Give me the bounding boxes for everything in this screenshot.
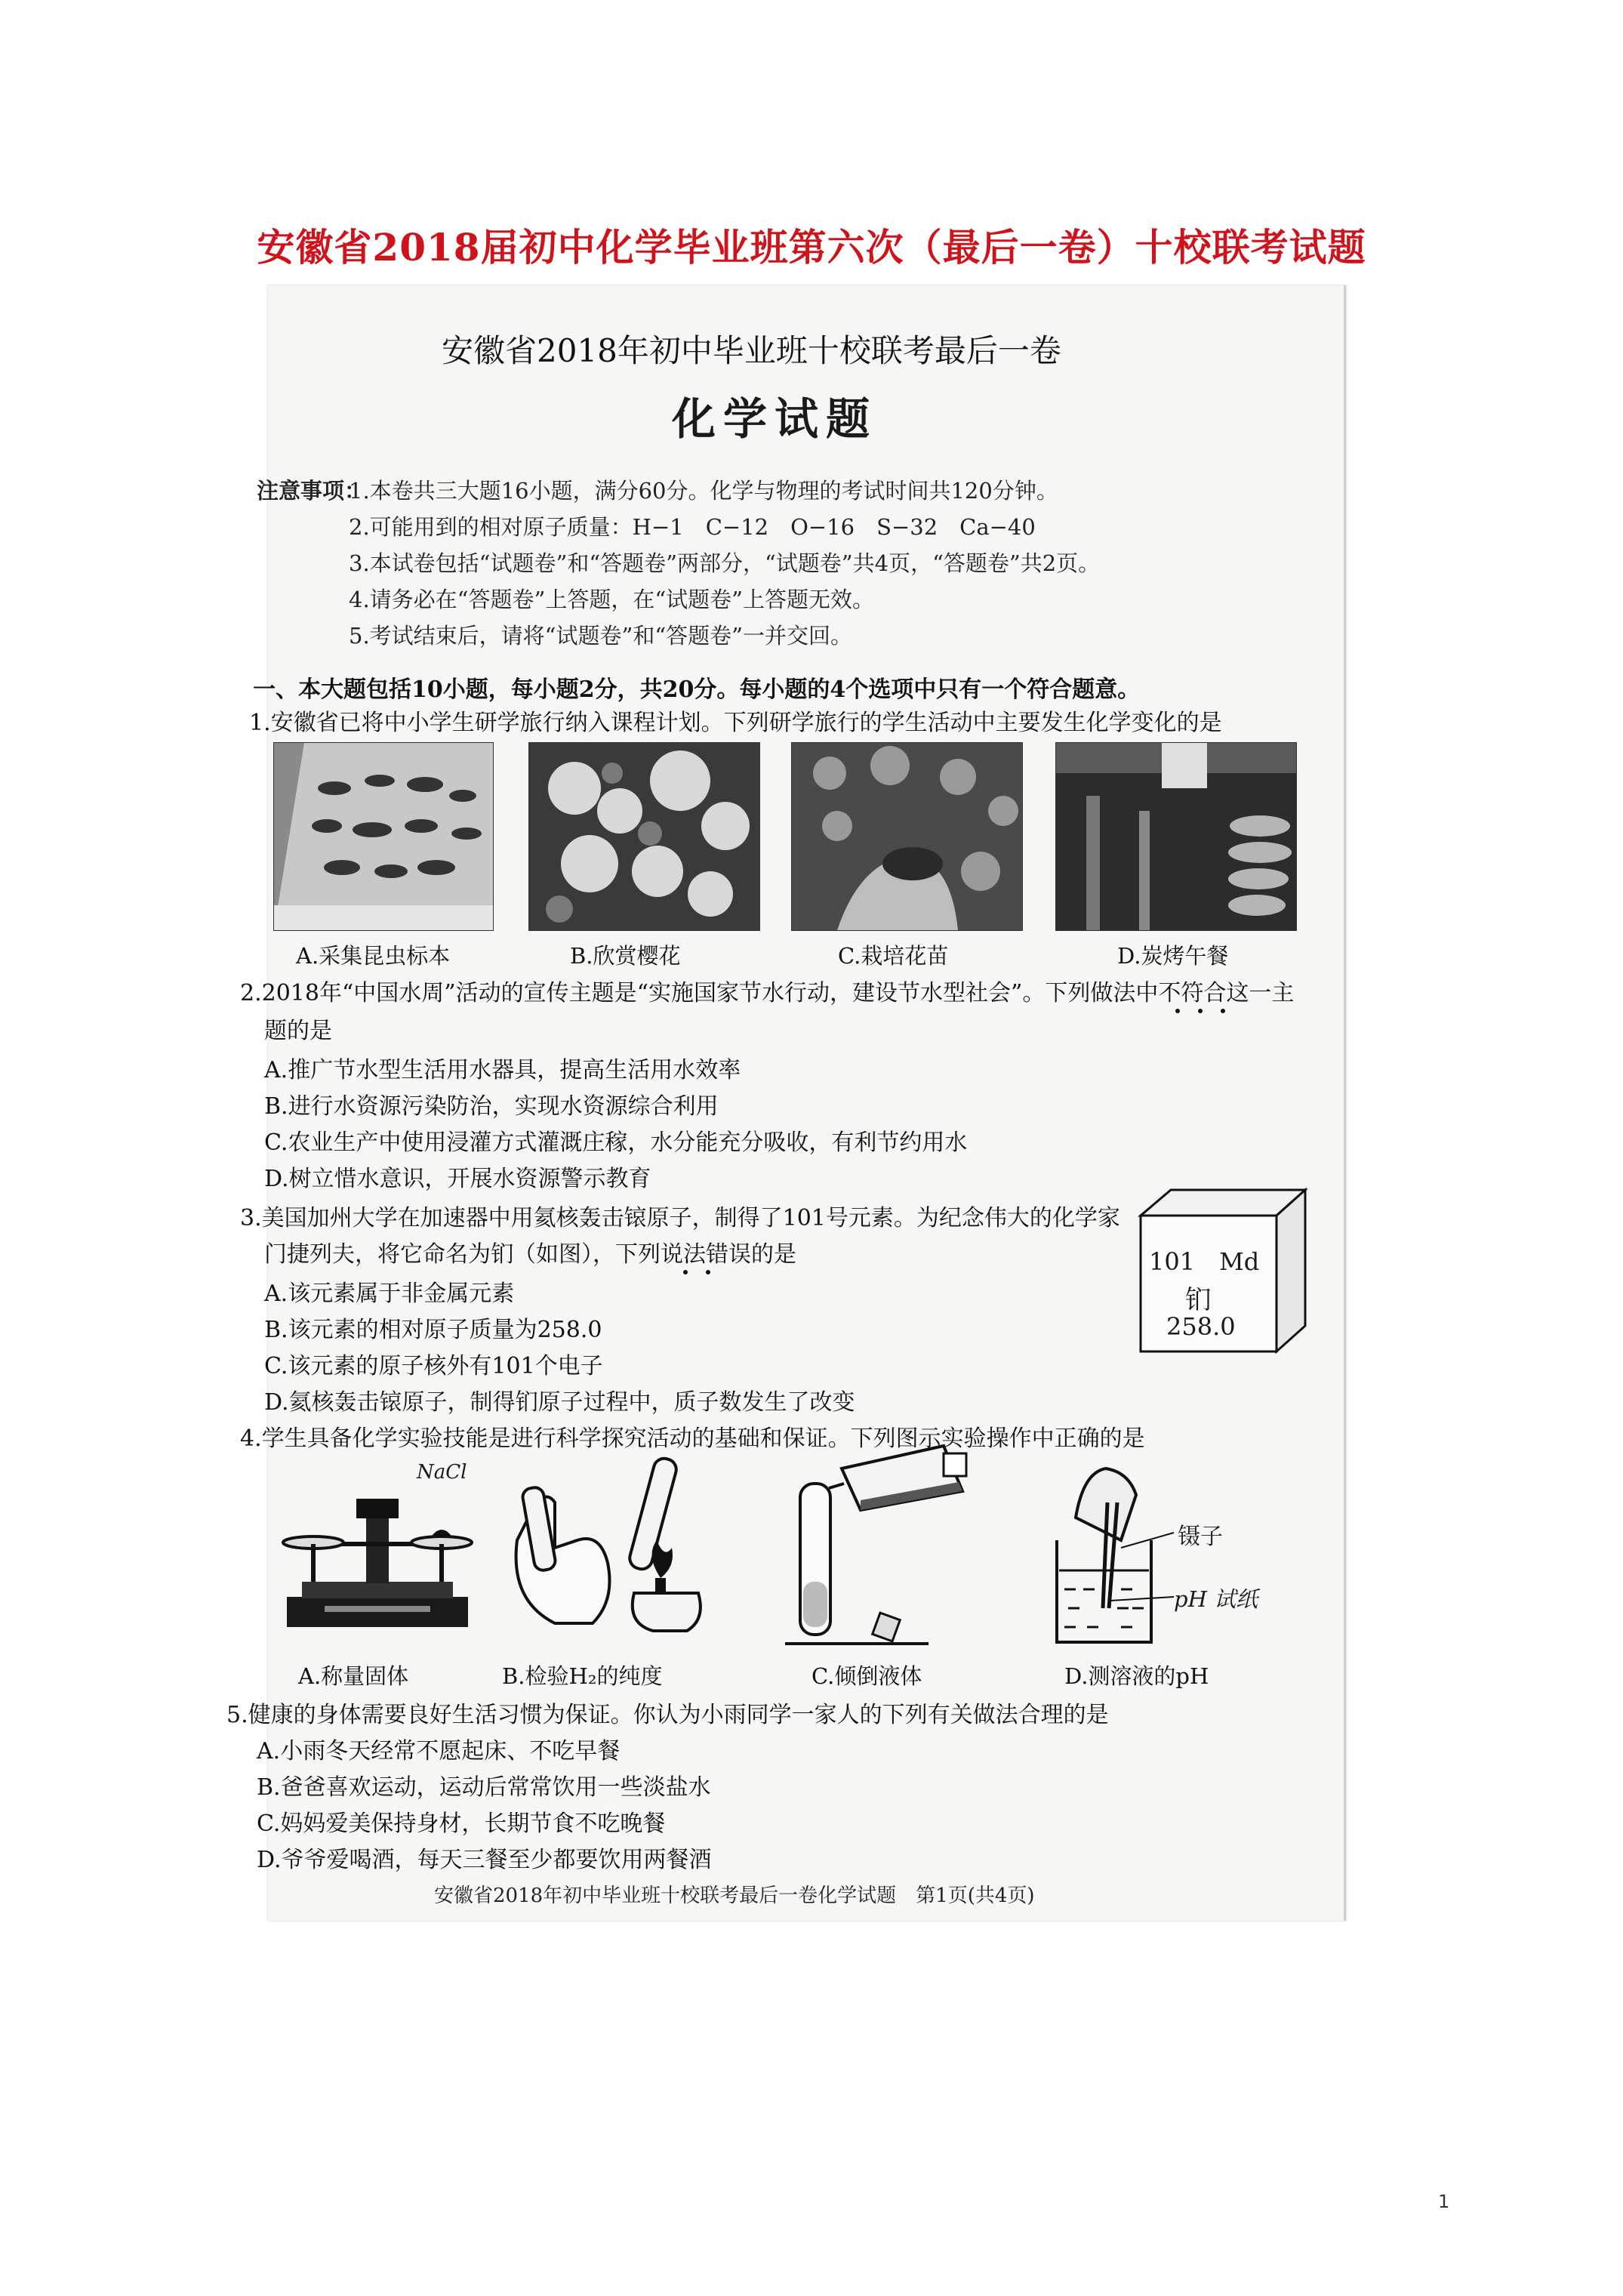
photo-cherry-blossoms — [528, 742, 760, 931]
tweezers-label: 镊子 — [1178, 1524, 1223, 1550]
nacl-label: NaCl — [417, 1461, 467, 1484]
emphasis-dot — [1221, 1009, 1225, 1013]
page-number: 1 — [1438, 2191, 1450, 2212]
emphasis-dot — [1175, 1009, 1180, 1013]
question-3-stem: 3.美国加州大学在加速器中用氦核轰击锿原子，制得了101号元素。为纪念伟大的化学家 — [240, 1205, 1120, 1231]
q1-option-c: C.栽培花苗 — [838, 943, 949, 969]
emphasis-dot — [706, 1270, 710, 1274]
element-mass: 258.0 — [1166, 1312, 1236, 1341]
q3-option-a: A.该元素属于非金属元素 — [264, 1281, 515, 1307]
element-number: 101 — [1149, 1247, 1196, 1276]
exam-subject: 化学试题 — [672, 393, 878, 445]
note-item: 5.考试结束后，请将“试题卷”和“答题卷”一并交回。 — [349, 623, 852, 649]
emphasis-dot — [683, 1270, 688, 1274]
document-title: 安徽省2018届初中化学毕业班第六次（最后一卷）十校联考试题 — [257, 225, 1366, 270]
question-4-stem: 4.学生具备化学实验技能是进行科学探究活动的基础和保证。下列图示实验操作中正确的是 — [240, 1425, 1145, 1452]
page-footer: 安徽省2018年初中毕业班十校联考最后一卷化学试题 第1页(共4页) — [434, 1885, 1035, 1907]
note-item: 2.可能用到的相对原子质量：H−1 C−12 O−16 S−32 Ca−40 — [349, 514, 1036, 540]
question-2-stem-cont: 题的是 — [264, 1018, 332, 1044]
q4-option-a: A.称量固体 — [298, 1663, 409, 1689]
note-item: 4.请务必在“答题卷”上答题，在“试题卷”上答题无效。 — [349, 587, 874, 612]
q5-option-c: C.妈妈爱美保持身材，长期节食不吃晚餐 — [257, 1811, 666, 1837]
q4-option-d: D.测溶液的pH — [1064, 1663, 1209, 1689]
element-name: 钔 — [1185, 1285, 1211, 1315]
q3-option-c: C.该元素的原子核外有101个电子 — [264, 1353, 603, 1379]
q2-option-c: C.农业生产中使用浸灌方式灌溉庄稼，水分能充分吸收，有利节约用水 — [264, 1130, 968, 1156]
q1-option-d: D.炭烤午餐 — [1117, 943, 1229, 969]
q4-option-b: B.检验H₂的纯度 — [502, 1663, 663, 1689]
q2-option-a: A.推广节水型生活用水器具，提高生活用水效率 — [264, 1057, 741, 1083]
photo-barbecue-lunch — [1055, 742, 1297, 931]
ph-paper-label: pH 试纸 — [1174, 1586, 1258, 1612]
emphasis-dot — [1198, 1009, 1203, 1013]
question-1-stem: 1.安徽省已将中小学生研学旅行纳入课程计划。下列研学旅行的学生活动中主要发生化学变化的是 — [249, 710, 1222, 736]
q2-option-d: D.树立惜水意识，开展水资源警示教育 — [264, 1166, 651, 1192]
q2-option-b: B.进行水资源污染防治，实现水资源综合利用 — [264, 1093, 719, 1120]
q3-option-d: D.氦核轰击锿原子，制得钔原子过程中，质子数发生了改变 — [264, 1389, 855, 1416]
q4-option-c: C.倾倒液体 — [812, 1663, 922, 1689]
photo-planting-seedlings — [791, 742, 1023, 931]
note-item: 3.本试卷包括“试题卷”和“答题卷”两部分，“试题卷”共4页，“答题卷”共2页。 — [349, 550, 1101, 576]
q3-option-b: B.该元素的相对原子质量为258.0 — [264, 1317, 602, 1343]
q1-option-b: B.欣赏樱花 — [570, 943, 681, 969]
q5-option-b: B.爸爸喜欢运动，运动后常常饮用一些淡盐水 — [257, 1774, 711, 1801]
question-5-stem: 5.健康的身体需要良好生活习惯为保证。你认为小雨同学一家人的下列有关做法合理的是 — [226, 1702, 1109, 1728]
question-3-stem-cont: 门捷列夫，将它命名为钔（如图），下列说法错误的是 — [264, 1241, 796, 1268]
element-symbol: Md — [1219, 1247, 1260, 1276]
q5-option-a: A.小雨冬天经常不愿起床、不吃早餐 — [257, 1738, 621, 1764]
exam-header: 安徽省2018年初中毕业班十校联考最后一卷 — [442, 332, 1061, 369]
question-2-stem: 2.2018年“中国水周”活动的宣传主题是“实施国家节水行动，建设节水型社会”。下列做法中不符合这一主 — [240, 980, 1295, 1006]
note-item: 1.本卷共三大题16小题，满分60分。化学与物理的考试时间共120分钟。 — [349, 478, 1058, 504]
q1-option-a: A.采集昆虫标本 — [296, 943, 451, 969]
q5-option-d: D.爷爷爱喝酒，每天三餐至少都要饮用两餐酒 — [257, 1847, 712, 1873]
section-heading: 一、本大题包括10小题，每小题2分，共20分。每小题的4个选项中只有一个符合题意。 — [253, 676, 1141, 703]
photo-insect-specimens — [273, 742, 494, 931]
notes-label: 注意事项： — [257, 478, 367, 504]
